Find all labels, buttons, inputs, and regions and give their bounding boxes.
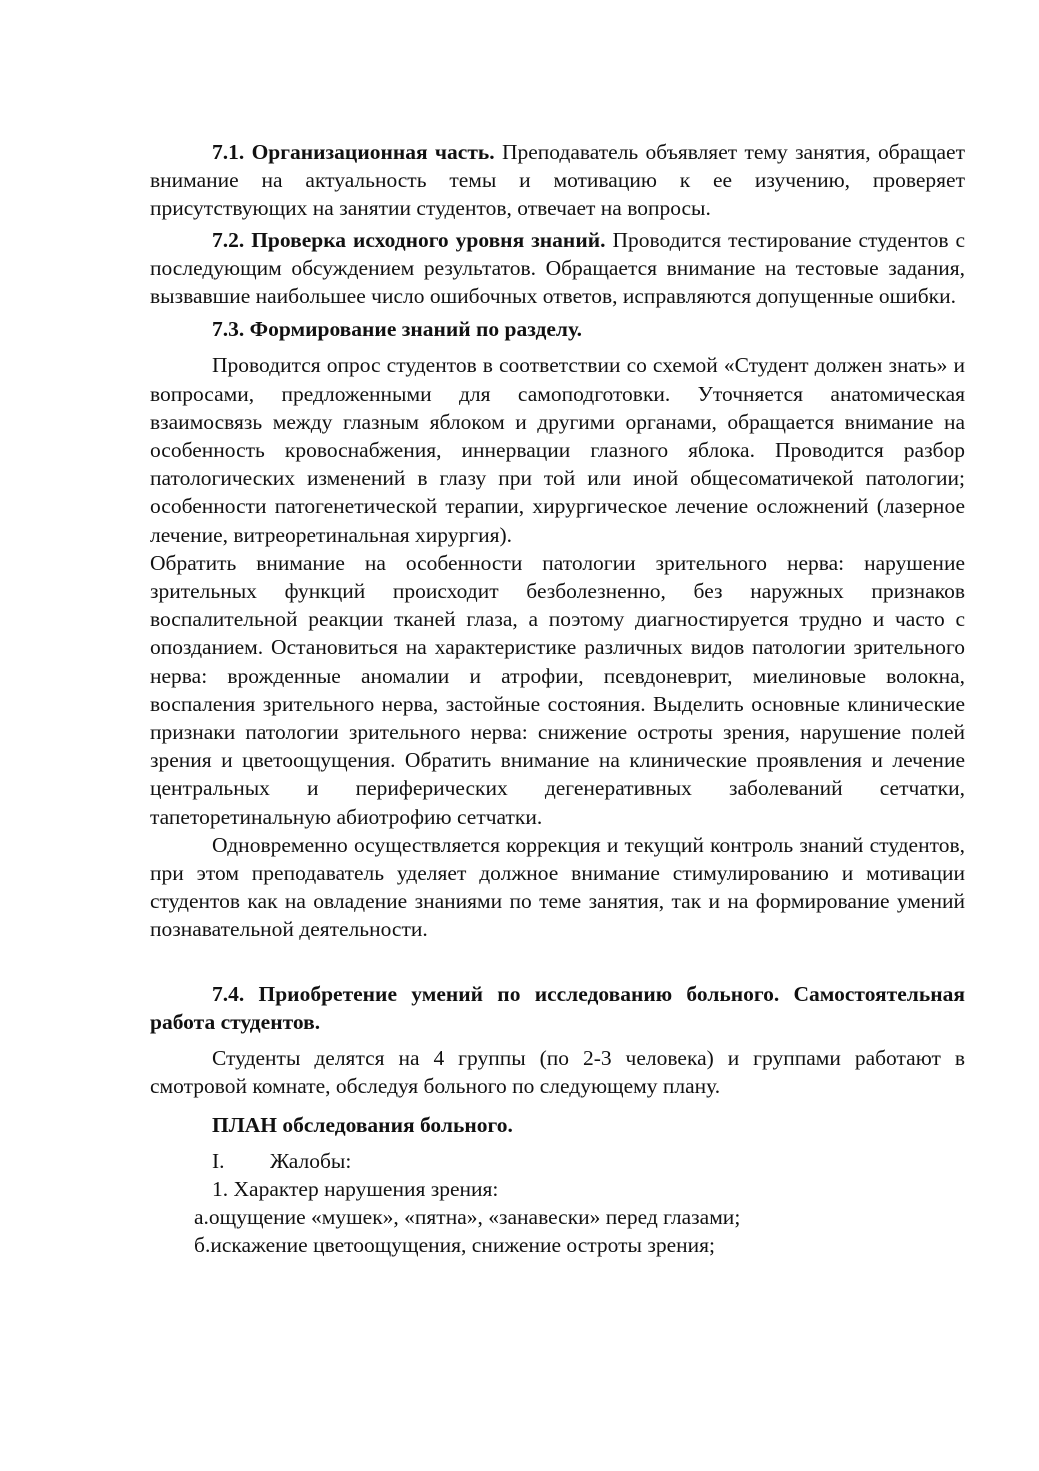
plan-title-text: ПЛАН обследования больного. — [212, 1112, 513, 1137]
section-7-3-paragraph-3: Одновременно осуществляется коррекция и текущий контроль знаний студентов, при этом преподаватель уделяет должное внимание стимулированию и мотивации студентов как на овладение знаниями по теме занятия, так и на формирование умений познавательной деятельности. — [150, 832, 965, 942]
section-7-3-title-text: 7.3. Формирование знаний по разделу. — [212, 317, 582, 342]
plan-item-1: 1. Характер нарушения зрения: — [212, 1176, 499, 1201]
section-7-1 — [150, 138, 965, 223]
section-7-3-paragraph-2: Обратить внимание на особенности патологии зрительного нерва: нарушение зрительных функций происходит безболезненно, без наружных признаков воспалительной реакции тканей глаза, а поэтому диагностируется трудно и часто с опозданием. Остановиться на характеристике различных видов патологии зрительного нерва: врожденные аномалии и атрофии, псевдоневрит, миелиновые волокна, воспаления зрительного нерва, застойные состояния. Выделить основные клинические признаки патологии зрительного нерва: снижение остроты зрения, нарушение полей зрения и цветоощущения. Обратить внимание на клинические проявления и лечение центральных и периферических дегенеративных заболеваний сетчатки, тапеторетинальную абиотрофию сетчатки. — [150, 550, 965, 829]
section-7-2-text: Проводится тестирование студентов с последующим обсуждением результатов. Обращается внимание на тестовые задания, вызвавшие наибольшее число ошибочных ответов, исправляются допущенные ошибки. — [150, 227, 965, 309]
section-7-3-title — [212, 315, 965, 343]
section-7-1-title: 7.1. Организационная часть. — [212, 140, 495, 164]
plan-list — [150, 1147, 965, 1260]
section-7-3-paragraph-1: Проводится опрос студентов в соответствии со схемой «Студент должен знать» и вопросами, предложенными для самоподготовки. Уточняется анатомическая взаимосвязь между глазным яблоком и другими органами, обращается внимание на особенность кровоснабжения, иннервации глазного яблока. Проводится разбор патологических изменений в глазу при той или иной общесоматичекой патологии; особенности патогенетической терапии, хирургическое лечение осложнений (лазерное лечение, витреоретинальная хирургия). — [150, 353, 965, 547]
plan-item-complaints — [212, 1147, 965, 1175]
plan-title — [212, 1111, 965, 1139]
section-7-4-title — [150, 980, 965, 1036]
section-7-2-title: 7.2. Проверка исходного уровня знаний. — [212, 227, 606, 252]
complaints-label: Жалобы: — [270, 1148, 352, 1173]
section-7-1-text: Преподаватель объявляет тему занятия, обращает внимание на актуальность темы и мотивацию к ее изучению, проверяет присутствующих на занятии студентов, отвечает на вопросы. — [150, 140, 965, 221]
plan-item-a: а.ощущение «мушек», «пятна», «занавески» перед глазами; — [194, 1205, 741, 1230]
section-7-2 — [150, 226, 965, 311]
roman-numeral: I. — [212, 1148, 225, 1173]
section-7-4-title-text: 7.4. Приобретение умений по исследованию больного. Самостоятельная работа студентов. — [150, 981, 965, 1034]
section-7-4-paragraph-1: Студенты делятся на 4 группы (по 2-3 человека) и группами работают в смотровой комнате, обследуя больного по следующему плану. — [150, 1046, 965, 1099]
plan-item-b: б.искажение цветоощущения, снижение остроты зрения; — [194, 1233, 715, 1258]
